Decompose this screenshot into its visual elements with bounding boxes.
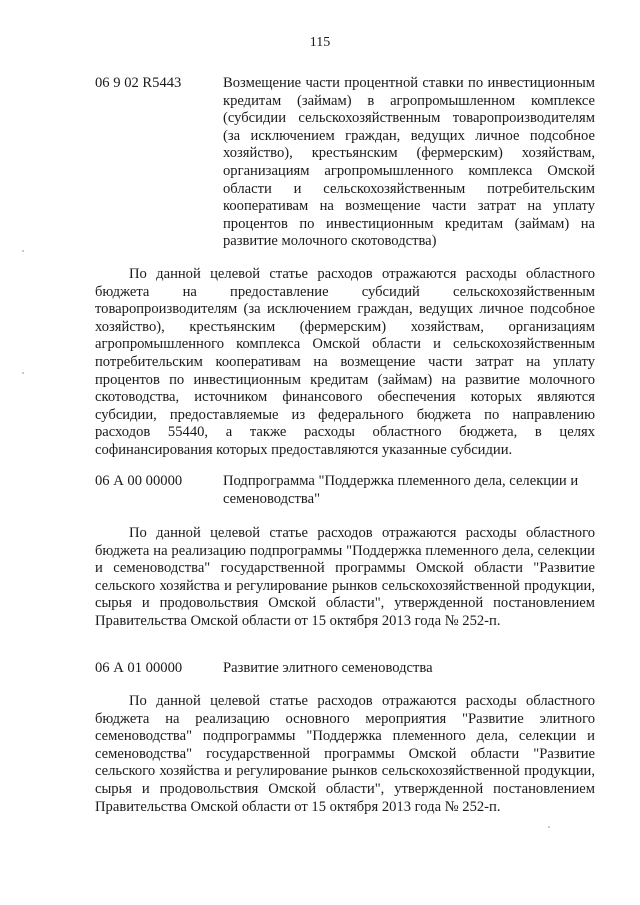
article-code: 06 А 00 00000 [95, 473, 183, 489]
article-paragraph: По данной целевой статье расходов отражаются расходы областного бюджета на реализацию подпрограммы "Поддержка племенного дела, селекции и семеноводства" государственной программы Омской области "Развитие сельского хозяйства и регулирование рынков сельскохозяйственной продукции, сырья и продовольствия Омской области", утвержденной постановлением Правительства Омской области от 15 октября 2013 года № 252-п. [95, 525, 595, 629]
article-title: Подпрограмма "Поддержка племенного дела, селекции и семеноводства" [223, 473, 579, 507]
article-paragraph: По данной целевой статье расходов отражаются расходы областного бюджета на реализацию основного мероприятия "Развитие элитного семеноводства" подпрограммы "Поддержка племенного дела, селекции и семеноводства" государственной программы Омской области "Развитие сельского хозяйства и регулирование рынков сельскохозяйственной продукции, сырья и продовольствия Омской области", утвержденной постановлением Правительства Омской области от 15 октября 2013 года № 252-п. [95, 693, 595, 815]
article-paragraph: По данной целевой статье расходов отражаются расходы областного бюджета на предоставление субсидий сельскохозяйственным товаропроизводителям (за исключением граждан, ведущих личное подсобное хозяйство), крестьянским (фермерским) хозяйствам, организациям агропромышленного комплекса Омской области и сельскохозяйственным потребительским кооперативам на возмещение части затрат на уплату процентов по инвестиционным кредитам (займам) на развитие молочного скотоводства, источником финансового обеспечения которых являются субсидии, предоставляемые из федерального бюджета по направлению расходов 55440, а также расходы областного бюджета, в целях софинансирования которых предоставляются указанные субсидии. [95, 266, 595, 458]
page-number: 115 [309, 35, 331, 50]
article-code: 06 9 02 R5443 [95, 75, 182, 91]
budget-article-heading [95, 660, 595, 678]
article-code: 06 А 01 00000 [95, 660, 183, 676]
budget-article-heading [95, 473, 595, 508]
budget-article-heading [95, 75, 595, 251]
article-title: Возмещение части процентной ставки по инвестиционным кредитам (займам) в агропромышленном комплексе (субсидии сельскохозяйственным товаропроизводителям (за исключением граждан, ведущих личное подсобное хозяйство), крестьянским (фермерским) хозяйствам, организациям агропромышленного комплекса Омской области и сельскохозяйственным потребительским кооперативам на возмещение части затрат на уплату процентов по инвестиционным кредитам (займам) на развитие молочного скотоводства) [223, 75, 595, 250]
scan-speck [22, 372, 24, 374]
article-title: Развитие элитного семеноводства [223, 660, 433, 676]
scan-speck [548, 826, 550, 828]
scan-speck [22, 250, 24, 252]
